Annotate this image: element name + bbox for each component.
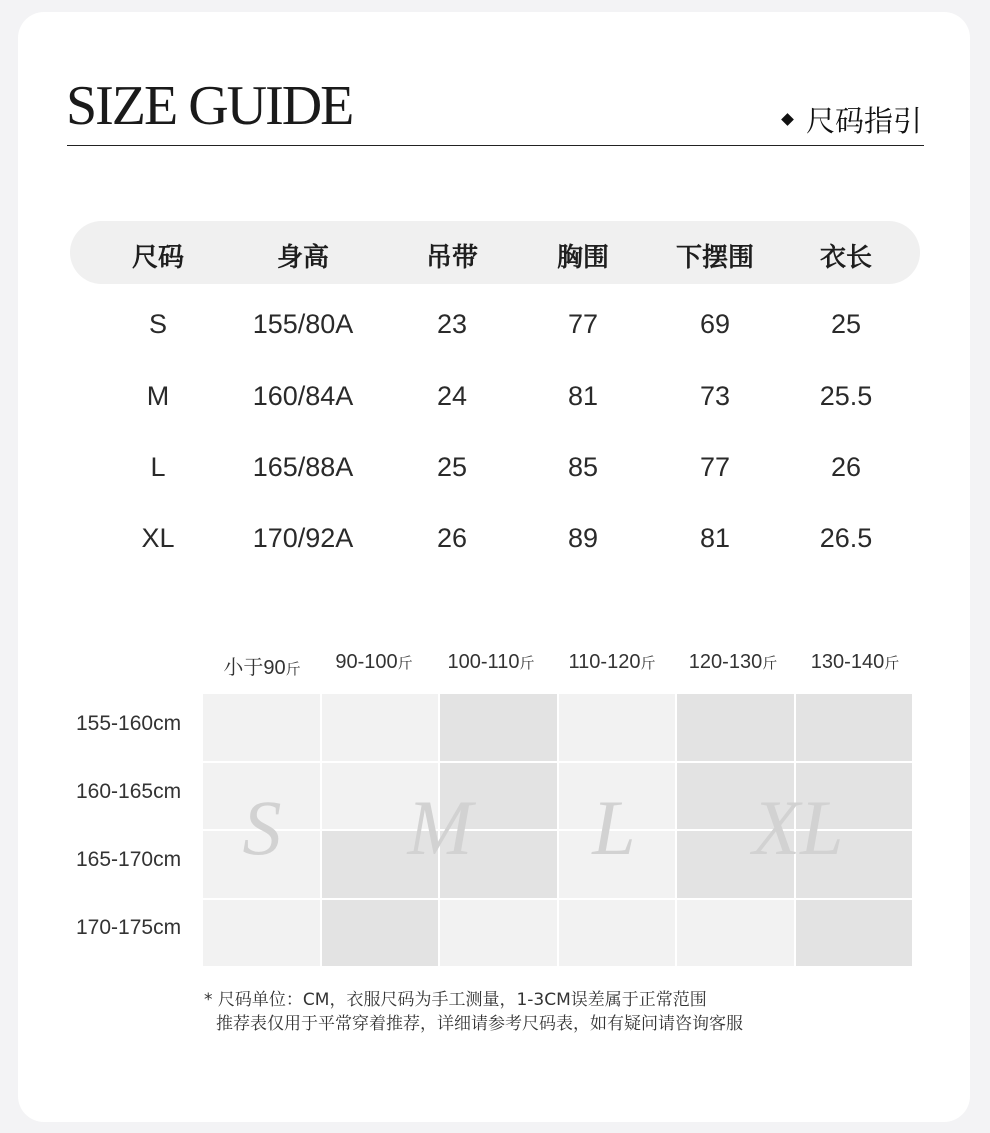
grid-cell — [203, 694, 320, 761]
table-header-col-length: 衣长 — [819, 243, 873, 273]
table-cell: 25.5 — [819, 381, 873, 411]
size-note — [204, 988, 743, 1036]
note-line-2: 推荐表仅用于平常穿着推荐，详细请参考尺码表，如有疑问请咨询客服 — [216, 1014, 743, 1034]
size-letter-s: S — [242, 784, 282, 871]
grid-cell — [677, 900, 794, 967]
weight-unit: 斤 — [285, 661, 301, 678]
height-label: 170-175cm — [76, 916, 182, 939]
size-table-header-bar — [70, 221, 920, 284]
weight-label — [335, 651, 412, 674]
grid-cell — [440, 694, 557, 761]
diamond-icon — [781, 113, 794, 126]
table-header-col-hem: 下摆围 — [675, 243, 755, 273]
page-subtitle — [783, 99, 922, 140]
table-header-col-size: 尺码 — [131, 243, 185, 273]
size-letter-xl: XL — [752, 784, 844, 871]
table-cell: 89 — [567, 523, 599, 553]
grid-cell — [322, 694, 439, 761]
table-cell: 160/84A — [252, 381, 354, 411]
table-cell: XL — [141, 523, 175, 553]
height-label: 165-170cm — [76, 848, 182, 871]
weight-unit: 斤 — [397, 655, 413, 672]
height-label: 160-165cm — [76, 780, 182, 803]
table-cell: 170/92A — [252, 523, 354, 553]
table-cell: 77 — [699, 452, 731, 482]
table-cell: 26 — [830, 452, 862, 482]
weight-range: 110-120 — [568, 651, 641, 673]
title-divider — [67, 145, 924, 146]
table-cell: 25 — [436, 452, 468, 482]
weight-label — [223, 651, 300, 680]
weight-unit: 斤 — [640, 655, 656, 672]
grid-cell — [796, 694, 913, 761]
height-label: 155-160cm — [76, 712, 182, 735]
table-cell: S — [148, 309, 168, 339]
grid-cell — [796, 900, 913, 967]
weight-label — [811, 651, 899, 674]
table-cell: 155/80A — [252, 309, 354, 339]
table-cell: 73 — [699, 381, 731, 411]
weight-range: 90-100 — [335, 651, 398, 673]
table-cell: M — [146, 381, 170, 411]
size-letter-m: M — [407, 784, 473, 871]
table-header-col-strap: 吊带 — [425, 243, 479, 273]
table-header-col-height: 身高 — [276, 243, 330, 273]
table-cell: 26 — [436, 523, 468, 553]
table-header-col-bust: 胸围 — [556, 243, 610, 273]
weight-unit: 斤 — [762, 655, 778, 672]
grid-cell — [559, 694, 676, 761]
subtitle-text: 尺码指引 — [805, 104, 922, 138]
table-cell: 81 — [567, 381, 599, 411]
weight-label — [569, 651, 656, 674]
table-cell: 85 — [567, 452, 599, 482]
table-cell: 24 — [436, 381, 468, 411]
weight-range: 120-130 — [688, 651, 763, 673]
note-line-1: * 尺码单位：CM，衣服尺码为手工测量，1-3CM误差属于正常范围 — [204, 990, 707, 1010]
weight-range: 100-110 — [447, 651, 520, 673]
table-cell: 26.5 — [819, 523, 873, 553]
table-cell: 81 — [699, 523, 731, 553]
table-cell: 25 — [830, 309, 862, 339]
weight-range: 130-140 — [810, 651, 885, 673]
weight-unit: 斤 — [884, 655, 900, 672]
table-cell: 69 — [699, 309, 731, 339]
weight-label — [448, 651, 535, 674]
table-cell: 77 — [567, 309, 599, 339]
weight-label — [689, 651, 777, 674]
grid-cell — [677, 694, 794, 761]
grid-cell — [440, 900, 557, 967]
table-cell: L — [150, 452, 166, 482]
table-cell: 165/88A — [252, 452, 354, 482]
page-title: SIZE GUIDE — [66, 75, 353, 137]
size-letter-l: L — [592, 784, 636, 871]
grid-cell — [559, 900, 676, 967]
grid-cell — [322, 900, 439, 967]
table-cell: 23 — [436, 309, 468, 339]
grid-cell — [203, 900, 320, 967]
weight-unit: 斤 — [519, 655, 535, 672]
weight-range: 小于90 — [223, 657, 286, 679]
